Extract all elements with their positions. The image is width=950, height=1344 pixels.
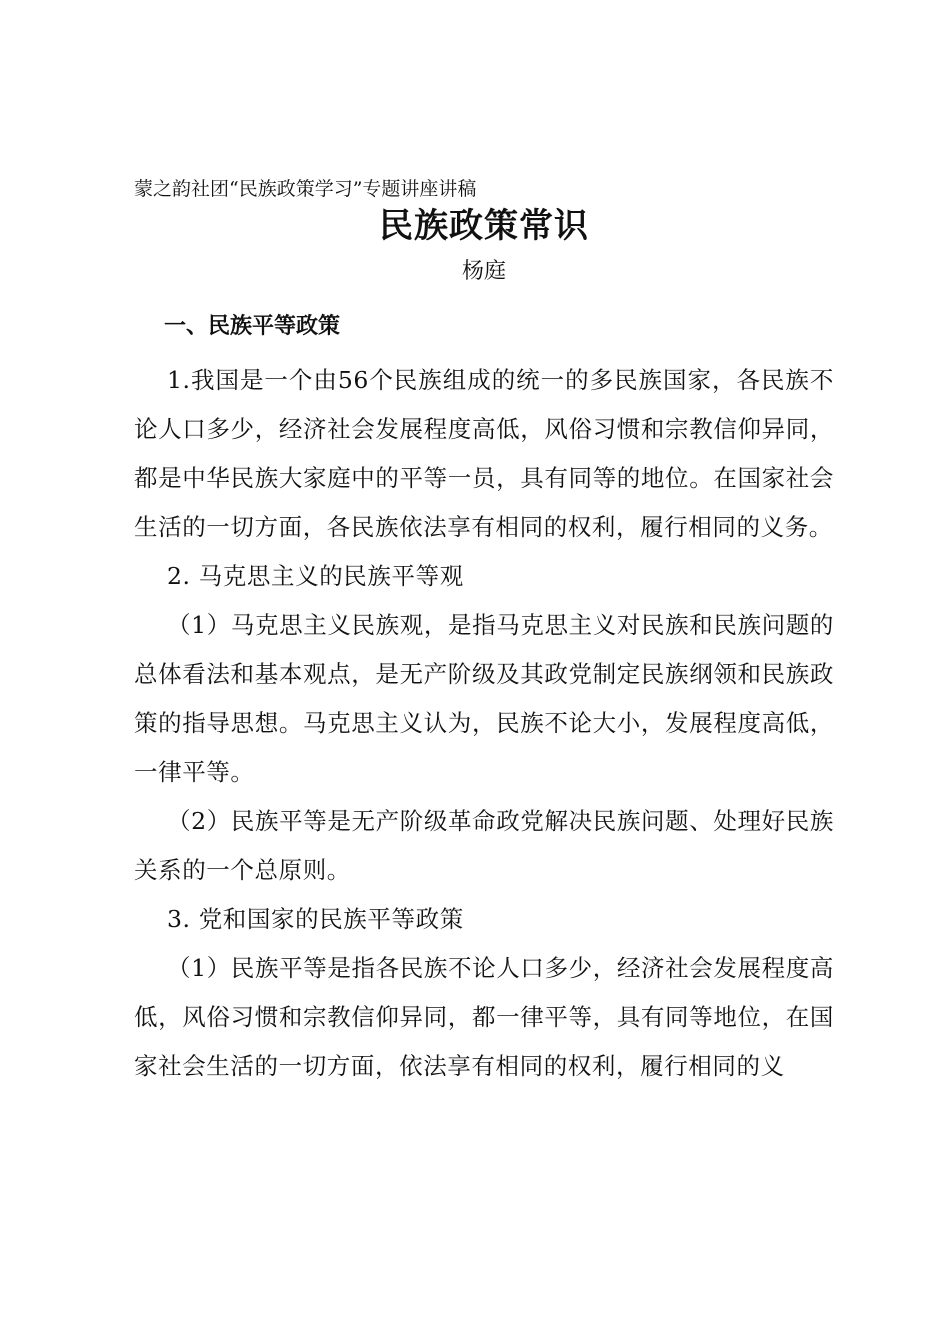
author-name: 杨庭 [461, 259, 506, 284]
document-title: 民族政策常识 [379, 206, 589, 246]
section-heading: 一、民族平等政策 [164, 314, 341, 339]
paragraph-1: 1.我国是一个由56个民族组成的统一的多民族国家，各民族不论人口多少，经济社会发展程度高低，风俗习惯和宗教信仰异同，都是中华民族大家庭中的平等一员，具有同等的地位。在国家社会生活的一切方面，各民族依法享有相同的权利，履行相同的义务。 [134, 366, 834, 541]
document-content [134, 174, 834, 1091]
paragraph-4: （2）民族平等是无产阶级革命政党解决民族问题、处理好民族关系的一个总原则。 [134, 807, 834, 884]
paragraph-6: （1）民族平等是指各民族不论人口多少，经济社会发展程度高低，风俗习惯和宗教信仰异同，都一律平等，具有同等地位，在国家社会生活的一切方面，依法享有相同的权利，履行相同的义 [134, 954, 834, 1080]
paragraph-5: 3. 党和国家的民族平等政策 [167, 905, 464, 933]
paragraph-2: 2. 马克思主义的民族平等观 [167, 562, 464, 590]
lecture-header: 蒙之韵社团“民族政策学习”专题讲座讲稿 [134, 178, 477, 200]
paragraph-3: （1）马克思主义民族观，是指马克思主义对民族和民族问题的总体看法和基本观点，是无产阶级及其政党制定民族纲领和民族政策的指导思想。马克思主义认为，民族不论大小，发展程度高低， 一律平等。 [134, 611, 834, 786]
